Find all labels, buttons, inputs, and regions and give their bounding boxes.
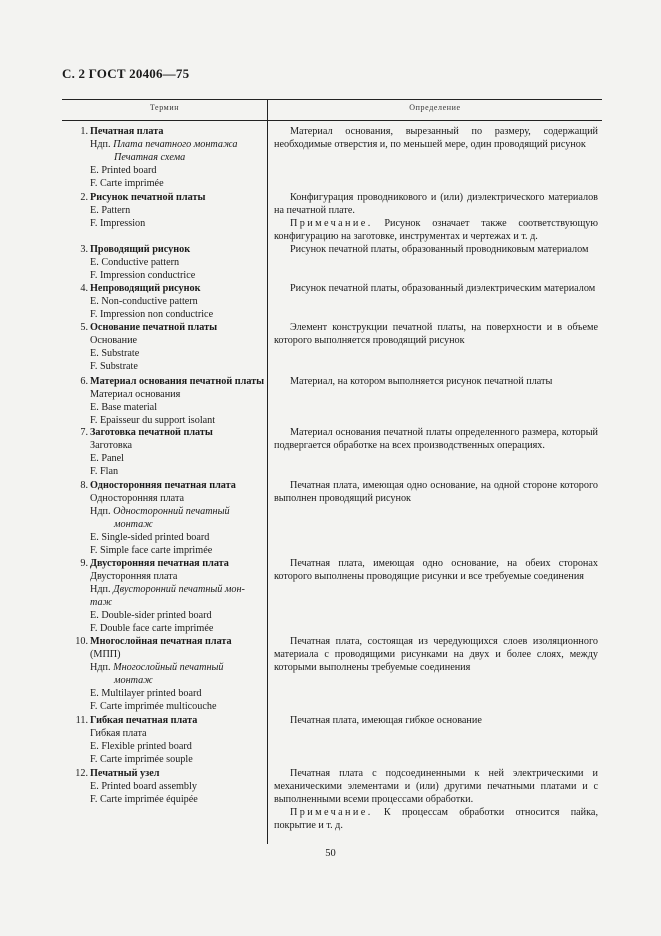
term-synonym-text: F. Substrate <box>90 361 138 373</box>
term-title-line <box>62 767 267 780</box>
term-synonym-line <box>62 531 267 544</box>
term-name: Печатная плата <box>90 126 164 137</box>
term-title-line <box>62 191 267 204</box>
term-deprecated-synonym: монтаж <box>114 519 153 531</box>
term-name: Гибкая печатная плата <box>90 715 198 726</box>
term-synonym-line <box>62 360 267 373</box>
definition-text: Печатная плата, имеющая гибкое основание <box>290 715 482 726</box>
definition-column <box>274 635 598 674</box>
term-synonym-line <box>62 780 267 793</box>
term-synonym-line <box>62 648 267 661</box>
term-synonym-line <box>62 518 267 531</box>
term-title-line <box>62 479 267 492</box>
table-column-divider <box>267 99 268 844</box>
term-synonym-line <box>62 204 267 217</box>
term-synonym-text: E. Single-sided printed board <box>90 532 210 544</box>
column-header-definition: Определение <box>409 103 461 112</box>
term-name: Заготовка печатной платы <box>90 427 213 438</box>
definition-column <box>274 321 598 347</box>
term-synonym-line <box>62 674 267 687</box>
term-column <box>62 557 267 636</box>
term-synonym-text: Заготовка <box>90 440 133 452</box>
term-name: Односторонняя печатная плата <box>90 480 236 491</box>
term-synonym-line <box>62 505 267 518</box>
table-top-rule <box>62 99 602 100</box>
term-synonym-text: E. Printed board assembly <box>90 781 197 793</box>
term-number: 7. <box>80 427 88 438</box>
definition-text: Конфигурация проводникового и (или) диэлектрического материалов на печатной плате. <box>274 192 598 217</box>
term-synonym-text: Гибкая плата <box>90 728 147 740</box>
term-title-line <box>62 426 267 439</box>
definition-text: Печатная плата, имеющая одно основание, на обеих сторонах которого выполнены проводящие рисунки и все требуемые соединения <box>274 558 598 583</box>
term-synonym-line <box>62 740 267 753</box>
term-number: 5. <box>80 322 88 333</box>
term-column <box>62 767 267 806</box>
term-number: 2. <box>80 192 88 203</box>
term-synonym-line <box>62 492 267 505</box>
term-synonym-line <box>62 609 267 622</box>
term-synonym-line <box>62 401 267 414</box>
term-synonym-line <box>62 661 267 674</box>
term-synonym-line <box>62 439 267 452</box>
term-synonym-line <box>62 177 267 190</box>
term-synonym-text: F. Impression <box>90 218 146 230</box>
term-synonym-line <box>62 334 267 347</box>
term-synonym-text: F. Carte imprimée souple <box>90 754 193 766</box>
term-title-line <box>62 243 267 256</box>
term-name: Непроводящий рисунок <box>90 283 201 294</box>
term-synonym-text: Двусторонняя плата <box>90 571 178 583</box>
term-synonym-text: E. Base material <box>90 402 158 414</box>
term-number: 6. <box>80 376 88 387</box>
term-column <box>62 426 267 478</box>
term-title-line <box>62 714 267 727</box>
term-synonym-line <box>62 570 267 583</box>
terms-table <box>62 99 602 844</box>
term-synonym-line <box>62 622 267 635</box>
term-synonym-text: F. Double face carte imprimée <box>90 623 214 635</box>
definition-text: Рисунок печатной платы, образованный диэлектрическим материалом <box>290 283 596 294</box>
table-header-rule <box>62 120 602 121</box>
term-title-line <box>62 321 267 334</box>
term-synonym-text: F. Carte imprimée <box>90 178 164 190</box>
definition-text: Печатная плата, состоящая из чередующихся слоев изоляционного материала с проводящими рисунками на двух и более слоях, между которыми выполнены требуемые соединения <box>274 636 598 674</box>
term-synonym-text: F. Impression non conductrice <box>90 309 214 321</box>
term-synonym-line <box>62 138 267 151</box>
term-synonym-text: F. Impression conductrice <box>90 270 196 282</box>
definition-text: Элемент конструкции печатной платы, на поверхности и в объеме которого выполняется проводящий рисунок <box>274 322 598 347</box>
term-number: 8. <box>80 480 88 491</box>
definition-column <box>274 557 598 583</box>
term-synonym-text: F. Carte imprimée équipée <box>90 794 198 806</box>
term-synonym-text: E. Flexible printed board <box>90 741 192 753</box>
term-number: 11. <box>75 715 88 726</box>
note-label: Примечание. <box>290 218 373 230</box>
term-synonym-line <box>62 217 267 230</box>
definition-column <box>274 191 598 243</box>
term-synonym-line <box>62 308 267 321</box>
definition-text: Печатная плата с подсоединенными к ней электрическими и механическими элементами и (или) другими печатными платами и с выполненными всеми процессами обработки. <box>274 768 598 806</box>
definition-column <box>274 125 598 151</box>
term-synonym-text: Ндп. <box>90 662 114 674</box>
term-name: Печатный узел <box>90 768 160 779</box>
term-synonym-line <box>62 269 267 282</box>
term-synonym-text: E. Panel <box>90 453 124 465</box>
page-number: 50 <box>325 848 336 859</box>
term-synonym-text: F. Epaisseur du support isolant <box>90 415 216 427</box>
term-synonym-text: Ндп. <box>90 506 114 518</box>
term-number: 10. <box>75 636 88 647</box>
term-title-line <box>62 375 267 388</box>
definition-column <box>274 767 598 832</box>
term-number: 3. <box>80 244 88 255</box>
term-number: 9. <box>80 558 88 569</box>
definition-column <box>274 243 598 256</box>
definition-text: Материал, на котором выполняется рисунок печатной платы <box>290 376 553 387</box>
term-synonym-text: F. Carte imprimée multicouche <box>90 701 217 713</box>
definition-text: Печатная плата, имеющая одно основание, на одной стороне которого выполнен проводящий рисунок <box>274 480 598 505</box>
page-header: С. 2 ГОСТ 20406—75 <box>62 66 190 81</box>
term-synonym-line <box>62 727 267 740</box>
definition-column <box>274 714 598 727</box>
term-synonym-text: E. Non-conductive pattern <box>90 296 198 308</box>
term-deprecated-synonym: таж <box>90 597 113 609</box>
column-header-term: Термин <box>149 103 180 112</box>
term-synonym-line <box>62 256 267 269</box>
term-synonym-text: E. Conductive pattern <box>90 257 180 269</box>
note-text: Рисунок означает также соответствующую конфигурацию на заготовке, инструментах и чертежах и т. д. <box>274 218 599 243</box>
term-column <box>62 321 267 373</box>
term-synonym-line <box>62 753 267 766</box>
term-synonym-line <box>62 295 267 308</box>
term-column <box>62 635 267 714</box>
term-name: Материал основания печатной платы <box>90 376 265 387</box>
term-name: Основание печатной платы <box>90 322 218 333</box>
note-label: Примечание. <box>290 807 373 819</box>
term-synonym-text: E. Pattern <box>90 205 131 217</box>
term-column <box>62 375 267 427</box>
term-synonym-line <box>62 583 267 596</box>
term-column <box>62 714 267 766</box>
term-column <box>62 282 267 321</box>
note-text: К процессам обработки относится пайка, покрытие и т. д. <box>274 807 598 832</box>
term-column <box>62 191 267 230</box>
term-column <box>62 243 267 282</box>
term-synonym-text: E. Substrate <box>90 348 140 360</box>
term-title-line <box>62 125 267 138</box>
term-number: 12. <box>75 768 88 779</box>
term-synonym-line <box>62 544 267 557</box>
term-synonym-text: Ндп. <box>90 139 114 151</box>
term-title-line <box>62 282 267 295</box>
term-synonym-line <box>62 151 267 164</box>
term-synonym-text: F. Simple face carte imprimée <box>90 545 213 557</box>
term-deprecated-synonym: Печатная схема <box>114 152 186 164</box>
term-name: Двусторонняя печатная плата <box>90 558 229 569</box>
term-name: Многослойная печатная плата <box>90 636 232 647</box>
term-number: 4. <box>80 283 88 294</box>
definition-column <box>274 375 598 388</box>
term-number: 1. <box>80 126 88 137</box>
term-name: Рисунок печатной платы <box>90 192 206 203</box>
term-title-line <box>62 557 267 570</box>
term-synonym-line <box>62 596 267 609</box>
term-synonym-line <box>62 700 267 713</box>
term-synonym-text: E. Multilayer printed board <box>90 688 202 700</box>
definition-text: Рисунок печатной платы, образованный проводниковым материалом <box>290 244 589 255</box>
term-column <box>62 125 267 190</box>
term-deprecated-synonym: Многослойный печатный <box>113 662 224 674</box>
term-synonym-line <box>62 452 267 465</box>
definition-text: Материал основания, вырезанный по размеру, содержащий необходимые отверстия и, по меньшей мере, один проводящий рисунок <box>274 126 598 151</box>
term-deprecated-synonym: монтаж <box>114 675 153 687</box>
definition-column <box>274 282 598 295</box>
term-synonym-line <box>62 164 267 177</box>
term-synonym-text: Основание <box>90 335 138 347</box>
term-synonym-line <box>62 465 267 478</box>
term-name: Проводящий рисунок <box>90 244 191 255</box>
term-deprecated-synonym: Односторонний печатный <box>113 506 230 518</box>
definition-text: Материал основания печатной платы определенного размера, который подвергается обработке на всех производственных операциях. <box>274 427 598 452</box>
definition-column <box>274 479 598 505</box>
term-synonym-text: Односторонняя плата <box>90 493 185 505</box>
term-synonym-text: (МПП) <box>90 649 121 661</box>
term-synonym-line <box>62 687 267 700</box>
term-deprecated-synonym: Плата печатного монтажа <box>113 139 238 151</box>
term-synonym-line <box>62 347 267 360</box>
term-synonym-line <box>62 388 267 401</box>
term-synonym-text: E. Printed board <box>90 165 157 177</box>
term-synonym-text: E. Double-sider printed board <box>90 610 212 622</box>
term-synonym-text: Ндп. <box>90 584 114 596</box>
definition-note <box>274 217 598 243</box>
definition-column <box>274 426 598 452</box>
term-column <box>62 479 267 558</box>
term-synonym-text: F. Flan <box>90 466 119 478</box>
definition-note <box>274 806 598 832</box>
term-synonym-text: Материал основания <box>90 389 181 401</box>
term-synonym-line <box>62 793 267 806</box>
term-title-line <box>62 635 267 648</box>
term-deprecated-synonym: Двусторонний печатный мон- <box>113 584 245 596</box>
